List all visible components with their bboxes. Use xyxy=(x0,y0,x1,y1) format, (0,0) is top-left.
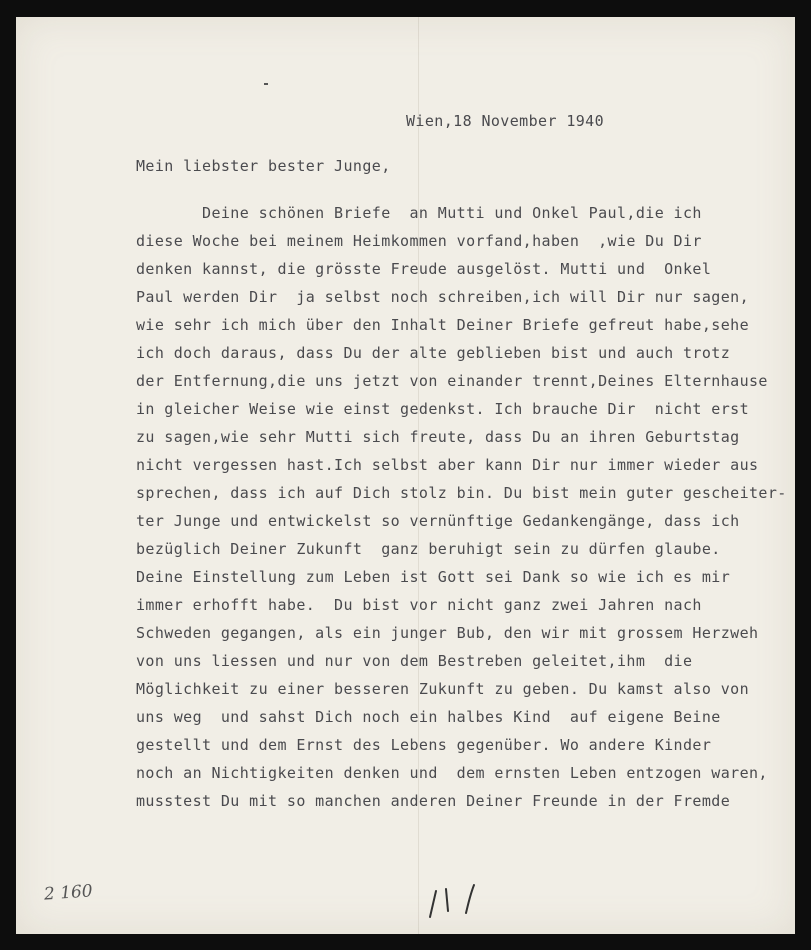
ink-mark xyxy=(264,83,268,85)
archive-number: 2 160 xyxy=(43,881,94,905)
body-line: der Entfernung,die uns jetzt von einander trennt,Deines Elternhause xyxy=(136,372,768,390)
body-line: nicht vergessen hast.Ich selbst aber kann Dir nur immer wieder aus xyxy=(136,456,759,474)
body-line: uns weg und sahst Dich noch ein halbes Kind auf eigene Beine xyxy=(136,708,721,726)
body-line: von uns liessen und nur von dem Bestreben geleitet,ihm die xyxy=(136,652,693,670)
body-line: gestellt und dem Ernst des Lebens gegenüber. Wo andere Kinder xyxy=(136,736,712,754)
body-line: diese Woche bei meinem Heimkommen vorfand,haben ,wie Du Dir xyxy=(136,232,702,250)
body-line: Paul werden Dir ja selbst noch schreiben,ich will Dir nur sagen, xyxy=(136,288,749,306)
handwritten-page-mark xyxy=(426,877,506,927)
body-line: denken kannst, die grösste Freude ausgelöst. Mutti und Onkel xyxy=(136,260,712,278)
body-line: bezüglich Deiner Zukunft ganz beruhigt sein zu dürfen glaube. xyxy=(136,540,721,558)
body-line: wie sehr ich mich über den Inhalt Deiner Briefe gefreut habe,sehe xyxy=(136,316,749,334)
body-line: musstest Du mit so manchen anderen Deiner Freunde in der Fremde xyxy=(136,792,731,810)
body-line: Möglichkeit zu einer besseren Zukunft zu geben. Du kamst also von xyxy=(136,680,749,698)
letter-date: Wien,18 November 1940 xyxy=(406,112,605,130)
body-line: Deine schönen Briefe an Mutti und Onkel Paul,die ich xyxy=(136,204,702,222)
body-line: in gleicher Weise wie einst gedenkst. Ich brauche Dir nicht erst xyxy=(136,400,749,418)
body-line: immer erhofft habe. Du bist vor nicht ganz zwei Jahren nach xyxy=(136,596,702,614)
body-line: ter Junge und entwickelst so vernünftige Gedankengänge, dass ich xyxy=(136,512,740,530)
body-line: zu sagen,wie sehr Mutti sich freute, dass Du an ihren Geburtstag xyxy=(136,428,740,446)
body-line: ich doch daraus, dass Du der alte geblieben bist und auch trotz xyxy=(136,344,731,362)
body-line: sprechen, dass ich auf Dich stolz bin. Du bist mein guter gescheiter- xyxy=(136,484,787,502)
body-line: Deine Einstellung zum Leben ist Gott sei Dank so wie ich es mir xyxy=(136,568,731,586)
letter-page xyxy=(16,17,795,934)
letter-salutation: Mein liebster bester Junge, xyxy=(136,157,391,175)
body-line: noch an Nichtigkeiten denken und dem ernsten Leben entzogen waren, xyxy=(136,764,768,782)
body-line: Schweden gegangen, als ein junger Bub, den wir mit grossem Herzweh xyxy=(136,624,759,642)
